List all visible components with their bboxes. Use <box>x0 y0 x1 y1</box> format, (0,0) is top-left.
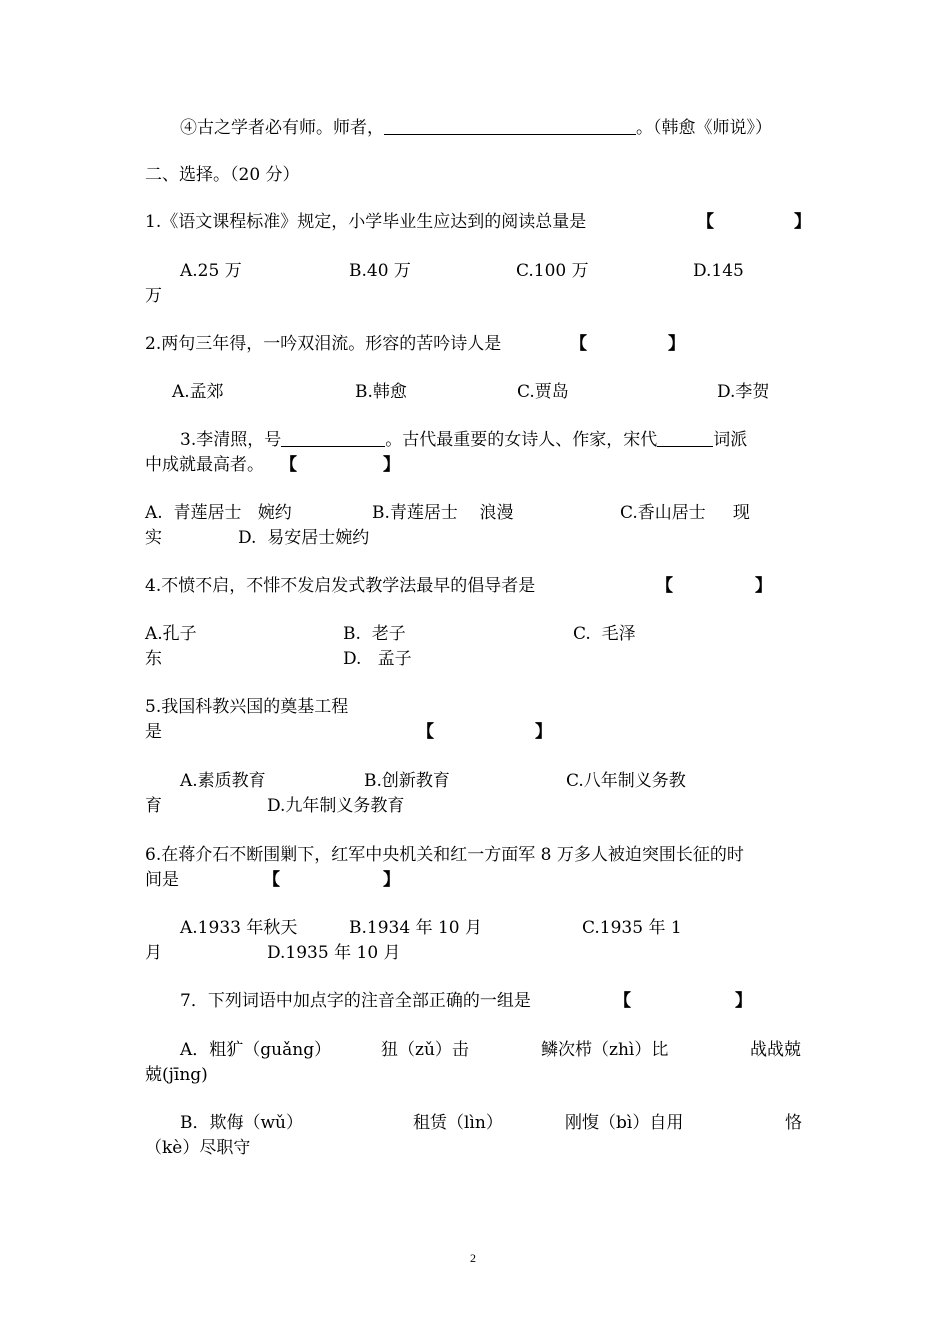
q2-option-c: C.贾岛 <box>517 382 569 402</box>
answer-bracket-close: 】 <box>735 991 752 1011</box>
page-number: 2 <box>470 1251 476 1265</box>
q1-option-c: C.100 万 <box>516 261 589 281</box>
q2-option-a: A.孟郊 <box>172 382 224 402</box>
q4-suffix: 。（韩愈《师说》） <box>636 118 772 138</box>
q5-option-d: D.九年制义务教育 <box>267 796 405 816</box>
answer-bracket-close: 】 <box>755 576 772 596</box>
q1-option-a: A.25 万 <box>180 261 242 281</box>
q3-stem-line-2: 中成就最高者。 <box>145 455 264 475</box>
question-6-stem: 6.在蒋介石不断围剿下，红军中央机关和红一方面军 8 万多人被迫突围长征的时 <box>145 845 744 865</box>
question-5-stem: 5.我国科教兴国的奠基工程 <box>145 697 349 717</box>
q7-option-b-word-4: 恪 <box>785 1113 802 1133</box>
q7-option-b-word-1: B．欺侮（wǔ） <box>180 1113 303 1133</box>
answer-bracket-open: 【 <box>280 455 297 475</box>
q7-option-a-word-2: 狃（zǔ）击 <box>381 1040 469 1060</box>
q3-option-b: B.青莲居士 浪漫 <box>372 503 514 523</box>
q6-option-a: A.1933 年秋天 <box>180 918 298 938</box>
q4-prefix: ④古之学者必有师。师者， <box>180 118 384 138</box>
q5-option-c-wrap: 育 <box>145 796 162 816</box>
q7-option-b-wrap: （kè）尽职守 <box>145 1138 251 1158</box>
q3-option-c-wrap: 实 <box>145 528 162 548</box>
answer-bracket-open: 【 <box>570 334 587 354</box>
q4-option-c: C. 毛泽 <box>573 624 636 644</box>
q7-option-b-word-3: 刚愎（bì）自用 <box>565 1113 684 1133</box>
q6-option-c-wrap: 月 <box>145 943 162 963</box>
answer-bracket-open: 【 <box>656 576 673 596</box>
q1-option-d: D.145 <box>693 261 744 281</box>
q7-option-a-wrap: 兢(jīng) <box>145 1065 208 1085</box>
q4-fill-line <box>180 118 772 138</box>
answer-bracket-close: 】 <box>383 870 400 890</box>
q6-option-d: D.1935 年 10 月 <box>267 943 401 963</box>
answer-blank <box>384 118 636 135</box>
question-7-stem: 7．下列词语中加点字的注音全部正确的一组是 <box>180 991 531 1011</box>
q4-option-d: D. 孟子 <box>343 649 412 669</box>
q2-option-d: D.李贺 <box>717 382 770 402</box>
answer-bracket-close: 】 <box>668 334 685 354</box>
q6-stem-wrap: 间是 <box>145 870 179 890</box>
q3-stem-part-1: 3.李清照，号 <box>180 430 282 450</box>
q3-option-c: C.香山居士 现 <box>620 503 750 523</box>
q3-stem-part-3: 词派 <box>713 430 748 450</box>
q3-option-a: A. 青莲居士 婉约 <box>145 503 292 523</box>
q4-option-a: A.孔子 <box>145 624 197 644</box>
q2-option-b: B.韩愈 <box>355 382 407 402</box>
answer-blank <box>657 430 713 447</box>
q1-option-d-wrap: 万 <box>145 286 162 306</box>
question-2-stem: 2.两句三年得，一吟双泪流。形容的苦吟诗人是 <box>145 334 502 354</box>
section-title: 二、选择。（20 分） <box>145 165 300 185</box>
q5-option-a: A.素质教育 <box>180 771 266 791</box>
answer-bracket-close: 】 <box>794 212 811 232</box>
answer-bracket-close: 】 <box>535 722 552 742</box>
q3-option-d: D. 易安居士婉约 <box>238 528 370 548</box>
q5-stem-wrap: 是 <box>145 722 162 742</box>
q5-option-b: B.创新教育 <box>364 771 450 791</box>
q7-option-a-word-1: A．粗犷（guǎng） <box>180 1040 332 1060</box>
question-4-stem: 4.不愤不启，不悱不发启发式教学法最早的倡导者是 <box>145 576 536 596</box>
q6-option-b: B.1934 年 10 月 <box>349 918 483 938</box>
answer-bracket-open: 【 <box>417 722 434 742</box>
q7-option-a-word-3: 鳞次栉（zhì）比 <box>541 1040 669 1060</box>
answer-bracket-open: 【 <box>614 991 631 1011</box>
q5-option-c: C.八年制义务教 <box>566 771 686 791</box>
q7-option-b-word-2: 租赁（lìn） <box>413 1113 503 1133</box>
question-1-stem: 1.《语文课程标准》规定，小学毕业生应达到的阅读总量是 <box>145 212 587 232</box>
answer-bracket-open: 【 <box>697 212 714 232</box>
q7-option-a-word-4: 战战兢 <box>750 1040 801 1060</box>
q4-option-b: B. 老子 <box>343 624 406 644</box>
q1-option-b: B.40 万 <box>349 261 411 281</box>
answer-blank <box>281 430 385 447</box>
q4-option-c-wrap: 东 <box>145 649 162 669</box>
answer-bracket-open: 【 <box>263 870 280 890</box>
q3-stem-part-2: 。古代最重要的女诗人、作家，宋代 <box>385 430 658 450</box>
question-3-stem <box>180 430 747 450</box>
answer-bracket-close: 】 <box>383 455 400 475</box>
q6-option-c: C.1935 年 1 <box>582 918 682 938</box>
